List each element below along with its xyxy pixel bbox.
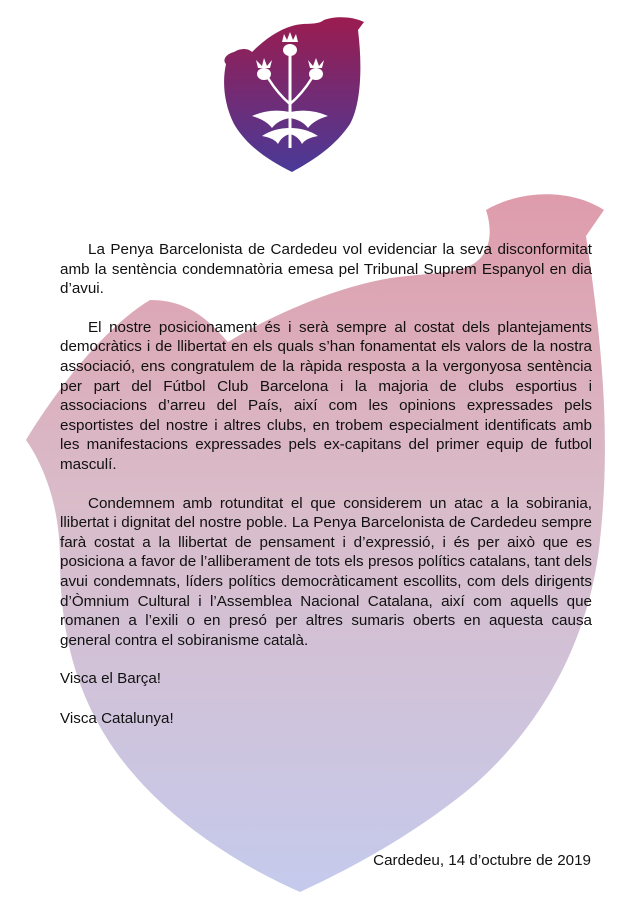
letter-paragraph: La Penya Barcelonista de Cardedeu vol evidenciar la seva disconformitat amb la sentència condemnatòria emesa pel Tribunal Suprem Espanyol en dia d’avui. <box>60 241 592 298</box>
place-and-date: Cardedeu, 14 d’octubre de 2019 <box>373 852 591 869</box>
penya-crest-thistle-icon <box>212 12 368 174</box>
closing-line: Visca Catalunya! <box>60 709 174 727</box>
letter-body <box>60 240 592 748</box>
closing-line: Visca el Barça! <box>60 670 162 688</box>
letter-paragraph: El nostre posicionament és i serà sempre al costat dels plantejaments democràtics i de llibertat en els quals s’han fonamentat els valors de la nostra associació, ens congratulem de la ràpida resposta a la vergonyosa sentència per part del Fútbol Club Barcelona i la majoria de clubs esportius i associacions d’arreu del País, així com les opinions expressades pels esportistes del nostre i altres clubs, en trobem especialment identificats amb les manifestacions expressades pels ex-capitans del primer equip de futbol masculí. <box>60 318 592 473</box>
letter-paragraph: Condemnem amb rotunditat el que considerem un atac a la sobirania, llibertat i dignitat del nostre poble. La Penya Barcelonista de Cardedeu sempre farà costat a la llibertat de pensament i d’expressió, i és per això que es posiciona a favor de l’alliberament de tots els presos polítics catalans, tant dels avui condemnats, líders polítics democràticament escollits, com dels dirigents d’Òmnium Cultural i l’Assemblea Nacional Catalana, així com aquells que romanen a l’exili o en presó per altres sumaris oberts en aquesta causa general contra el sobiranisme català. <box>60 494 592 649</box>
